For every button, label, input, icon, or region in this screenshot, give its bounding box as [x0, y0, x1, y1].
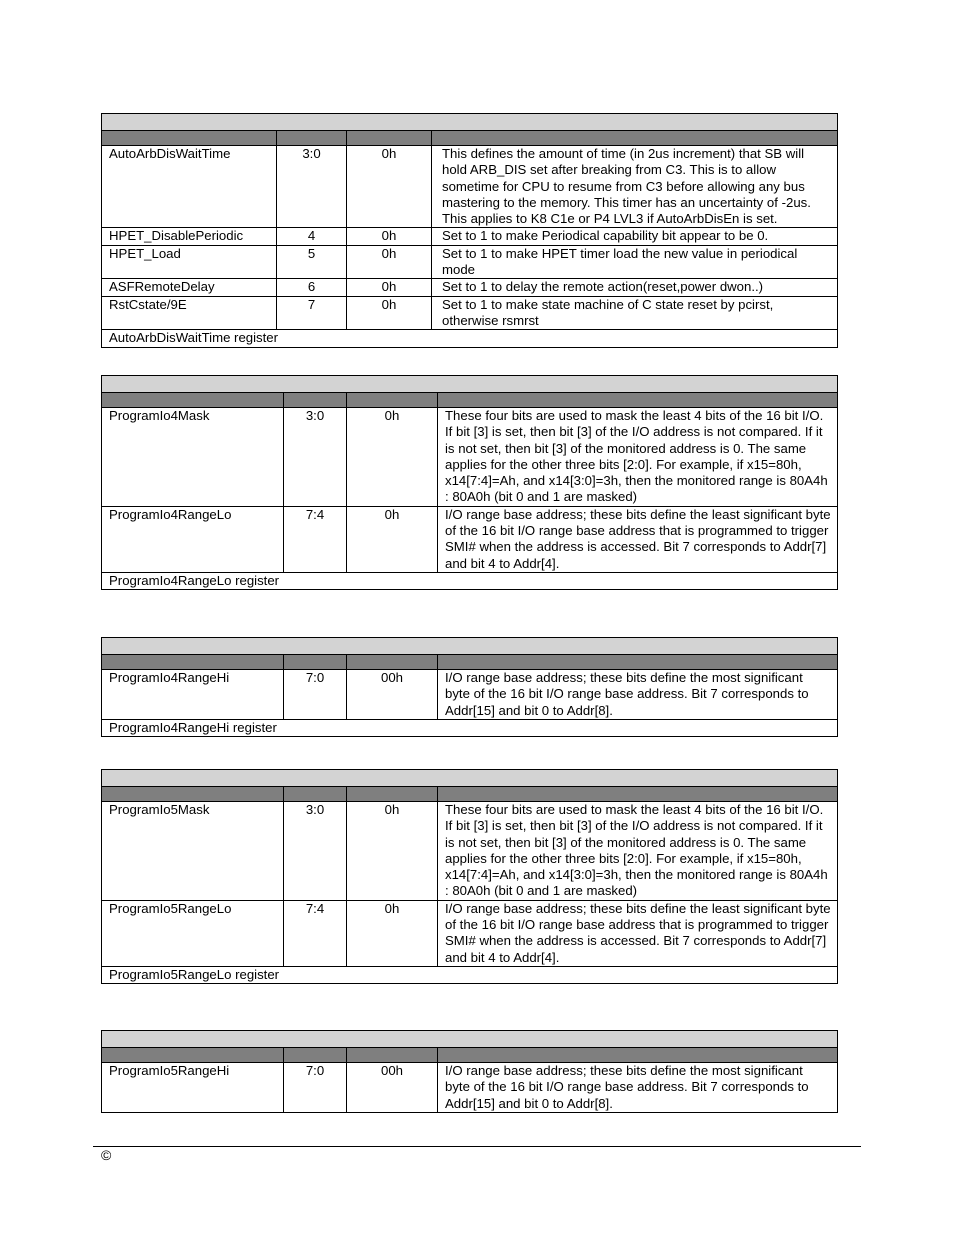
field-name: ProgramIo4RangeHi: [102, 670, 284, 720]
table-footer-caption: AutoArbDisWaitTime register: [102, 330, 838, 347]
table-row: [102, 900, 838, 966]
field-name: RstCstate/9E: [102, 296, 277, 330]
field-name: ProgramIo4RangeLo: [102, 506, 284, 572]
table-footer-caption: ProgramIo4RangeLo register: [102, 572, 838, 589]
copyright-symbol: ©: [101, 1147, 112, 1163]
field-default: 0h: [347, 296, 432, 330]
field-default: 0h: [347, 802, 438, 901]
header-cell-description: [438, 1048, 838, 1063]
header-cell-description: [438, 393, 838, 408]
field-default: 0h: [347, 506, 438, 572]
header-cell-description: [432, 131, 838, 146]
header-cell-default: [347, 131, 432, 146]
field-name: HPET_DisablePeriodic: [102, 228, 277, 245]
table-row: [102, 245, 838, 279]
field-name: ProgramIo5Mask: [102, 802, 284, 901]
field-description: Set to 1 to make state machine of C state reset by pcirst, otherwise rsmrst: [432, 296, 838, 330]
field-description: I/O range base address; these bits define the most significant byte of the 16 bit I/O range base address. Bit 7 corresponds to Addr[15] and bit 0 to Addr[8].: [438, 670, 838, 720]
header-cell-bits: [284, 1048, 347, 1063]
table-row: [102, 279, 838, 296]
header-cell-field: [102, 655, 284, 670]
register-table-programio5rangehi: [101, 1030, 838, 1113]
table-title-bar: [102, 376, 838, 393]
table-title-bar: [102, 770, 838, 787]
table-row: [102, 408, 838, 507]
field-bits: 4: [277, 228, 347, 245]
table-row: [102, 146, 838, 228]
field-description: Set to 1 to make Periodical capability bit appear to be 0.: [432, 228, 838, 245]
field-bits: 3:0: [284, 408, 347, 507]
header-cell-bits: [284, 787, 347, 802]
field-default: 0h: [347, 279, 432, 296]
register-table-programio4rangehi: [101, 637, 838, 737]
header-cell-field: [102, 393, 284, 408]
table-row: [102, 1063, 838, 1113]
header-cell-default: [347, 655, 438, 670]
field-bits: 7:4: [284, 506, 347, 572]
table-title-bar: [102, 638, 838, 655]
field-bits: 7:0: [284, 1063, 347, 1113]
header-cell-bits: [284, 655, 347, 670]
field-default: 00h: [347, 670, 438, 720]
field-description: I/O range base address; these bits define the least significant byte of the 16 bit I/O range base address that is programmed to trigger SMI# when the address is accessed. Bit 7 corresponds to Addr[7] and bit 4 to Addr[4].: [438, 900, 838, 966]
field-name: ProgramIo5RangeLo: [102, 900, 284, 966]
field-default: 0h: [347, 228, 432, 245]
register-table-programio5rangelo: [101, 769, 838, 984]
field-description: Set to 1 to delay the remote action(reset,power dwon..): [432, 279, 838, 296]
field-default: 0h: [347, 245, 432, 279]
field-bits: 7: [277, 296, 347, 330]
header-cell-default: [347, 393, 438, 408]
table-row: [102, 296, 838, 330]
register-table-autoarbdiswaittime: [101, 113, 838, 348]
field-bits: 6: [277, 279, 347, 296]
header-cell-field: [102, 1048, 284, 1063]
field-bits: 5: [277, 245, 347, 279]
field-name: ProgramIo4Mask: [102, 408, 284, 507]
field-default: 0h: [347, 146, 432, 228]
field-description: Set to 1 to make HPET timer load the new value in periodical mode: [432, 245, 838, 279]
field-bits: 7:4: [284, 900, 347, 966]
table-row: [102, 670, 838, 720]
header-cell-bits: [277, 131, 347, 146]
header-cell-bits: [284, 393, 347, 408]
field-name: AutoArbDisWaitTime: [102, 146, 277, 228]
table-title-bar: [102, 114, 838, 131]
field-description: This defines the amount of time (in 2us increment) that SB will hold ARB_DIS set after breaking from C3. This is to allow sometime for CPU to resume from C3 before allowing any bus mastering to the memory. This timer has an uncertainty of -2us. This applies to K8 C1e or P4 LVL3 if AutoArbDisEn is set.: [432, 146, 838, 228]
header-cell-field: [102, 131, 277, 146]
register-table-programio4rangelo: [101, 375, 838, 590]
header-cell-description: [438, 787, 838, 802]
table-row: [102, 506, 838, 572]
table-row: [102, 228, 838, 245]
field-bits: 3:0: [284, 802, 347, 901]
table-footer-caption: ProgramIo4RangeHi register: [102, 719, 838, 736]
field-bits: 3:0: [277, 146, 347, 228]
header-cell-description: [438, 655, 838, 670]
field-default: 0h: [347, 900, 438, 966]
table-footer-caption: ProgramIo5RangeLo register: [102, 966, 838, 983]
header-cell-default: [347, 787, 438, 802]
field-name: ASFRemoteDelay: [102, 279, 277, 296]
field-default: 00h: [347, 1063, 438, 1113]
field-default: 0h: [347, 408, 438, 507]
field-name: ProgramIo5RangeHi: [102, 1063, 284, 1113]
header-cell-field: [102, 787, 284, 802]
table-row: [102, 802, 838, 901]
field-description: I/O range base address; these bits define the least significant byte of the 16 bit I/O range base address that is programmed to trigger SMI# when the address is accessed. Bit 7 corresponds to Addr[7] and bit 4 to Addr[4].: [438, 506, 838, 572]
table-title-bar: [102, 1031, 838, 1048]
field-description: These four bits are used to mask the least 4 bits of the 16 bit I/O. If bit [3] is set, then bit [3] of the I/O address is not compared. If it is not set, then bit [3] of the monitored address is 0. The same applies for the other three bits [2:0]. For example, if x15=80h, x14[7:4]=Ah, and x14[3:0]=3h, then the monitored range is 80A4h : 80A0h (bit 0 and 1 are masked): [438, 802, 838, 901]
field-description: These four bits are used to mask the least 4 bits of the 16 bit I/O. If bit [3] is set, then bit [3] of the I/O address is not compared. If it is not set, then bit [3] of the monitored address is 0. The same applies for the other three bits [2:0]. For example, if x15=80h, x14[7:4]=Ah, and x14[3:0]=3h, then the monitored range is 80A4h : 80A0h (bit 0 and 1 are masked): [438, 408, 838, 507]
field-name: HPET_Load: [102, 245, 277, 279]
header-cell-default: [347, 1048, 438, 1063]
field-description: I/O range base address; these bits define the most significant byte of the 16 bit I/O range base address. Bit 7 corresponds to Addr[15] and bit 0 to Addr[8].: [438, 1063, 838, 1113]
page-footer-divider: [93, 1146, 861, 1147]
field-bits: 7:0: [284, 670, 347, 720]
